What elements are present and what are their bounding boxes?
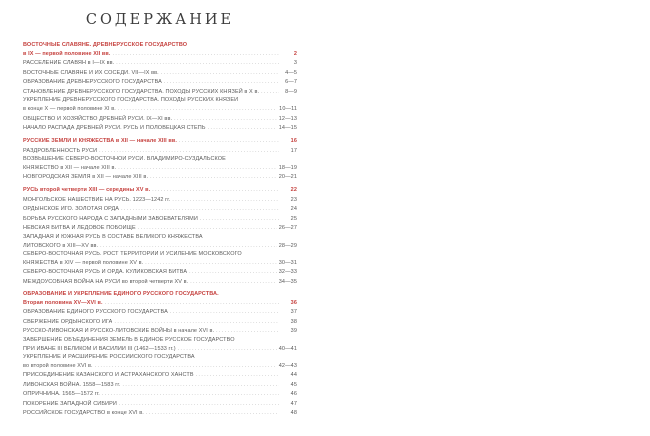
dot-leader	[145, 259, 276, 269]
dot-leader	[190, 278, 276, 288]
toc-entry	[23, 173, 297, 183]
toc-entry	[23, 205, 297, 215]
dot-leader	[172, 196, 279, 206]
entry-page-number: 14—15	[278, 125, 297, 132]
dot-leader	[118, 105, 277, 115]
toc-entry	[23, 88, 297, 98]
entry-page-number: 4—5	[285, 69, 297, 76]
toc-entry	[23, 390, 297, 400]
toc-entry	[23, 124, 297, 134]
entry-text: БОРЬБА РУССКОГО НАРОДА С ЗАПАДНЫМИ ЗАВОЕВАТЕЛЯМИ	[23, 215, 198, 222]
toc-entry	[23, 147, 297, 157]
entry-text: МЕЖДОУСОБНАЯ ВОЙНА НА РУСИ во второй четверти XV в.	[23, 278, 189, 285]
dot-leader	[119, 400, 279, 410]
toc-entry	[23, 259, 297, 269]
entry-text: РАССЕЛЕНИЕ СЛАВЯН в I—IX вв.	[23, 60, 115, 67]
toc-section-heading	[23, 42, 297, 50]
entry-page-number: 20—21	[278, 174, 297, 181]
entry-page-number: 32—33	[278, 269, 297, 276]
dot-leader	[170, 308, 279, 318]
toc-entry	[23, 78, 297, 88]
entry-text: РУССКО-ЛИВОНСКАЯ И РУССКО-ЛИТОВСКИЕ ВОЙНЫ в начале XVI в.	[23, 328, 215, 335]
dot-leader	[261, 88, 279, 98]
dot-leader	[152, 186, 279, 196]
entry-text: РОССИЙСКОЕ ГОСУДАРСТВО в конце XVI в.	[23, 410, 144, 417]
dot-leader	[102, 390, 279, 400]
section-heading-text: в IX — первой половине XII вв.	[23, 50, 111, 57]
entry-page-number: 30—31	[278, 259, 297, 266]
toc-list	[23, 42, 297, 419]
entry-text: ОБРАЗОВАНИЕ ЕДИНОГО РУССКОГО ГОСУДАРСТВА	[23, 309, 168, 316]
dot-leader	[161, 69, 279, 79]
section-heading-text: РУССКИЕ ЗЕМЛИ И КНЯЖЕСТВА в XII — начале XIII вв.	[23, 138, 177, 145]
entry-page-number: 39	[290, 328, 297, 335]
dot-leader	[138, 224, 277, 234]
toc-entry	[23, 97, 297, 105]
entry-text: ЗАПАДНАЯ И ЮЖНАЯ РУСЬ В СОСТАВЕ ВЕЛИКОГО КНЯЖЕСТВА	[23, 233, 203, 240]
dot-leader	[105, 299, 279, 309]
entry-page-number: 44	[290, 372, 297, 379]
dot-leader	[114, 318, 279, 328]
dot-leader	[100, 242, 277, 252]
toc-entry	[23, 196, 297, 206]
toc-section-heading	[23, 137, 297, 147]
dot-leader	[189, 268, 277, 278]
entry-page-number: 26—27	[278, 225, 297, 232]
entry-text: СЕВЕРО-ВОСТОЧНАЯ РУСЬ. РОСТ ТЕРРИТОРИИ И УСИЛЕНИЕ МОСКОВСКОГО	[23, 251, 242, 258]
entry-page-number: 45	[290, 381, 297, 388]
toc-entry	[23, 215, 297, 225]
entry-text: ПРИ ИВАНЕ III ВЕЛИКОМ И ВАСИЛИИ III (1462—1533 гг.)	[23, 345, 176, 352]
entry-page-number: 8—9	[285, 88, 297, 95]
entry-text: СЕВЕРО-ВОСТОЧНАЯ РУСЬ И ОРДА. КУЛИКОВСКАЯ БИТВА	[23, 269, 188, 276]
entry-page-number: 24	[290, 206, 297, 213]
entry-page-number: 23	[290, 196, 297, 203]
entry-text: КНЯЖЕСТВО в XII — начале XIII в.	[23, 164, 117, 171]
section-heading-text: Вторая половина XV—XVI в.	[23, 299, 103, 306]
entry-page-number: 18—19	[278, 164, 297, 171]
entry-page-number: 2	[293, 50, 297, 57]
dot-leader	[174, 115, 277, 125]
toc-entry	[23, 251, 297, 259]
entry-text: ПОКОРЕНИЕ ЗАПАДНОЙ СИБИРИ	[23, 400, 117, 407]
dot-leader	[121, 205, 279, 215]
entry-page-number: 6—7	[285, 79, 297, 86]
toc-entry	[23, 59, 297, 69]
entry-page-number: 28—29	[278, 242, 297, 249]
toc-entry	[23, 242, 297, 252]
entry-page-number: 12—13	[278, 115, 297, 122]
toc-entry	[23, 69, 297, 79]
entry-text: ЛИТОВСКОГО в XIII—XV вв.	[23, 242, 99, 249]
entry-page-number: 16	[290, 138, 297, 145]
entry-text: ЗАВЕРШЕНИЕ ОБЪЕДИНЕНИЯ ЗЕМЕЛЬ В ЕДИНОЕ РУССКОЕ ГОСУДАРСТВО	[23, 336, 235, 343]
entry-text: ОБЩЕСТВО И ХОЗЯЙСТВО ДРЕВНЕЙ РУСИ. IX—XI вв.	[23, 115, 173, 122]
toc-entry	[23, 164, 297, 174]
toc-entry	[23, 278, 297, 288]
entry-text: УКРЕПЛЕНИЕ И РАСШИРЕНИЕ РОССИЙСКОГО ГОСУДАРСТВА	[23, 354, 195, 361]
entry-text: в конце X — первой половине XI в.	[23, 106, 116, 113]
toc-entry	[23, 337, 297, 345]
entry-page-number: 36	[290, 299, 297, 306]
entry-text: НАЧАЛО РАСПАДА ДРЕВНЕЙ РУСИ. РУСЬ И ПОЛОВЕЦКАЯ СТЕПЬ	[23, 125, 206, 132]
toc-entry	[23, 400, 297, 410]
entry-text: СТАНОВЛЕНИЕ ДРЕВНЕРУССКОГО ГОСУДАРСТВА. ПОХОДЫ РУССКИХ КНЯЗЕЙ в X в.	[23, 88, 260, 95]
entry-page-number: 10—11	[279, 106, 297, 113]
entry-text: НОВГОРОДСКАЯ ЗЕМЛЯ в XII — начале XIII в.	[23, 174, 149, 181]
dot-leader	[200, 215, 279, 225]
toc-section-heading	[23, 291, 297, 299]
entry-page-number: 22	[290, 187, 297, 194]
toc-entry	[23, 115, 297, 125]
entry-page-number: 47	[290, 400, 297, 407]
dot-leader	[99, 147, 279, 157]
toc-entry	[23, 381, 297, 391]
entry-text: ВОЗВЫШЕНИЕ СЕВЕРО-ВОСТОЧНОЙ РУСИ. ВЛАДИМИРО-СУЗДАЛЬСКОЕ	[23, 156, 226, 163]
entry-text: ЛИВОНСКАЯ ВОЙНА. 1558—1583 гг.	[23, 381, 121, 388]
entry-text: МОНГОЛЬСКОЕ НАШЕСТВИЕ НА РУСЬ. 1223—1242 гг.	[23, 196, 171, 203]
toc-entry	[23, 156, 297, 164]
section-heading-text: РУСЬ второй четверти XIII — середины XV в.	[23, 187, 151, 194]
entry-text: РАЗДРОБЛЕННОСТЬ РУСИ	[23, 147, 98, 154]
toc-section-heading	[23, 299, 297, 309]
toc-entry	[23, 318, 297, 328]
entry-text: НЕВСКАЯ БИТВА И ЛЕДОВОЕ ПОБОИЩЕ	[23, 225, 136, 232]
toc-entry	[23, 371, 297, 381]
toc-entry	[23, 224, 297, 234]
entry-page-number: 42—43	[278, 362, 297, 369]
entry-text: ОБРАЗОВАНИЕ ДРЕВНЕРУССКОГО ГОСУДАРСТВА	[23, 79, 162, 86]
dot-leader	[179, 137, 279, 147]
entry-page-number: 34—35	[278, 278, 297, 285]
toc-section-heading	[23, 50, 297, 60]
entry-text: во второй половине XVI в.	[23, 362, 93, 369]
entry-text: ОРДЫНСКОЕ ИГО. ЗОЛОТАЯ ОРДА	[23, 206, 120, 213]
toc-content-column	[23, 10, 297, 419]
section-heading-text: ОБРАЗОВАНИЕ И УКРЕПЛЕНИЕ ЕДИНОГО РУССКОГО ГОСУДАРСТВА.	[23, 290, 219, 297]
entry-page-number: 17	[290, 147, 297, 154]
dot-leader	[95, 362, 277, 372]
toc-entry	[23, 234, 297, 242]
dot-leader	[208, 124, 277, 134]
section-heading-text: ВОСТОЧНЫЕ СЛАВЯНЕ. ДРЕВНЕРУССКОЕ ГОСУДАРСТВО	[23, 42, 188, 48]
entry-text: СВЕРЖЕНИЕ ОРДЫНСКОГО ИГА	[23, 318, 113, 325]
entry-page-number: 3	[293, 60, 297, 67]
entry-text: ВОСТОЧНЫЕ СЛАВЯНЕ И ИХ СОСЕДИ. VII—IX вв.	[23, 69, 159, 76]
dot-leader	[116, 59, 279, 69]
entry-page-number: 37	[290, 309, 297, 316]
toc-entry	[23, 409, 297, 419]
toc-entry	[23, 345, 297, 355]
dot-leader	[150, 173, 277, 183]
toc-section-heading	[23, 186, 297, 196]
toc-entry	[23, 362, 297, 372]
toc-entry	[23, 354, 297, 362]
entry-text: УКРЕПЛЕНИЕ ДРЕВНЕРУССКОГО ГОСУДАРСТВА. ПОХОДЫ РУССКИХ КНЯЗЕЙ	[23, 97, 239, 104]
toc-entry	[23, 308, 297, 318]
dot-leader	[196, 371, 279, 381]
entry-page-number: 25	[290, 215, 297, 222]
dot-leader	[178, 345, 277, 355]
dot-leader	[118, 164, 277, 174]
toc-entry	[23, 327, 297, 337]
toc-entry	[23, 105, 297, 115]
entry-page-number: 40—41	[278, 345, 297, 352]
dot-leader	[146, 409, 279, 419]
entry-page-number: 38	[290, 318, 297, 325]
dot-leader	[164, 78, 279, 88]
entry-text: КНЯЖЕСТВА в XIV — первой половине XV в.	[23, 259, 144, 266]
dot-leader	[216, 327, 279, 337]
dot-leader	[113, 50, 279, 60]
entry-text: ОПРИЧНИНА. 1565—1572 гг.	[23, 391, 100, 398]
page-title: СОДЕРЖАНИЕ	[85, 12, 235, 28]
dot-leader	[122, 381, 279, 391]
entry-page-number: 48	[290, 410, 297, 417]
toc-entry	[23, 268, 297, 278]
entry-page-number: 46	[290, 391, 297, 398]
entry-text: ПРИСОЕДИНЕНИЕ КАЗАНСКОГО И АСТРАХАНСКОГО ХАНСТВ	[23, 372, 194, 379]
